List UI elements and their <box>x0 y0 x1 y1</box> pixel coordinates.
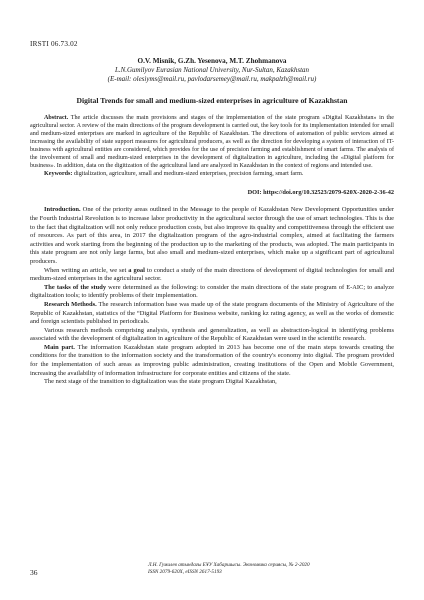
doi-link[interactable]: DOI: https://doi.org/10.32523/2079-620X-2020-2-36-42 <box>247 189 394 197</box>
tasks-label: The tasks of the study <box>44 283 107 291</box>
goal-paragraph: When writing an article, we set a goal to conduct a study of the main directions of development of digital technologies for small and medium-sized enterprises in the agricultural sector. <box>30 266 395 283</box>
article-title: Digital Trends for small and medium-sized enterprises in agriculture of Kazakhstan <box>76 96 348 105</box>
methods-label: Research Methods. <box>44 300 97 308</box>
methods-paragraph: Research Methods. The research information base was made up of the state program documents of the Ministry of Agriculture of the Republic of Kazakhstan, statistics of the “Digital Platform for Business website, ranking kz rating agency, as well as the works of domestic and foreign scientists published in periodicals. <box>30 300 394 326</box>
article-body <box>30 206 394 386</box>
affiliation: L.N.Gumilyov Eurasian National University, Nur-Sultan, Kazakhstan <box>114 66 310 74</box>
article-authors: O.V. Misnik, G.Zh. Yesenova, M.T. Zhohmanova <box>137 57 287 65</box>
introduction-label: Introduction. <box>44 206 81 214</box>
page-number: 36 <box>30 568 38 577</box>
introduction-paragraph: Introduction. One of the priority areas outlined in the Message to the people of Kazakhstan New Development Opportunities under the Fourth Industrial Revolution is to increase labor productivity in the agricultural sector through the use of smart technologies. This is due to the fact that digitalization will not only reduce production costs, but also improve its quality and competitiveness through the efficient use of resources. As part of this area, in 2017 the digitalization program of the agro-industrial complex, aimed at facilitating the farmers activities and work starting from the beginning of the production up to the marketing of the products, was adopted. The main participants in this state program are not only large farms, but also small and medium-sized enterprises, which make up a significant part of agricultural producers. <box>30 206 394 265</box>
main-part-label: Main part. <box>44 343 75 351</box>
article-page <box>30 40 394 387</box>
journal-issn: ISSN 2079-620X, eISSN 2617-5193 <box>148 569 222 575</box>
keywords-label: Keywords: <box>44 171 73 178</box>
abstract-label: Abstract. <box>44 115 69 121</box>
abstract-text: The article discusses the main provisions and stages of the implementation of the state program «Digital Kazakhstan» in the agricultural sector. A review of the main directions of the program development is carried out, the key tools for its implementation intended for small and medium-sized enterprises are marked in agriculture of the Republic of Kazakhstan. The directions of automation of public services aimed at increasing the availability of state support measures for agricultural producers, as well as the direction for developing a system of interaction of IT-business with agricultural entities are considered, which provides for the use of precision farming and establishment of smart farms. The analysis of the involvement of small and medium-sized enterprises in the development of digitalization in agriculture, including the «Digital platform for business». In addition, data on the digitization of the agricultural land are analyzed in Kazakhstan in the context of regions and intended use. <box>30 115 394 170</box>
abstract <box>30 114 394 170</box>
journal-info <box>148 562 310 576</box>
journal-title: Л.Н. Гумилев атындағы ЕҰУ Хабаршысы. Экономика сериясы, № 2-2020 <box>148 562 310 568</box>
goal-label: a goal <box>128 266 145 274</box>
next-stage-paragraph: The next stage of the transition to digitalization was the state program Digital Kazakhstan, <box>44 378 277 386</box>
methods-paragraph-2: Various research methods comprising analysis, synthesis and generalization, as well as abstraction-logical in identifying problems associated with the development of digitalization in agriculture of the Republic of Kazakhstan were used in the scientific research. <box>30 326 394 343</box>
irsti-code: IRSTI 06.73.02 <box>30 40 78 48</box>
main-part-paragraph: Main part. The information Kazakhstan state program adopted in 2013 has become one of the main steps towards creating the conditions for the transition to the information society and the transformation of the country's economy into digital. The program provided for the implementation of such areas as improving public administration, creating institutions of the Open and Mobile Government, increasing the availability of information infrastructure for corporate entities and citizens of the state. <box>30 343 394 377</box>
page-footer <box>30 562 394 586</box>
tasks-paragraph: The tasks of the study were determined as the following: to consider the main directions of the state program of E-AIC; to analyze digitalization tools; to identify problems of their implementation. <box>30 283 394 300</box>
author-emails: (E-mail: olesiyms@mail.ru, pavlodarsemey@mail.ru, makpalzh@mail.ru) <box>107 75 317 83</box>
keywords-text: digitalization, agriculture, small and medium-sized enterprises, precision farming, smart farm. <box>72 171 304 178</box>
keywords <box>30 170 394 178</box>
